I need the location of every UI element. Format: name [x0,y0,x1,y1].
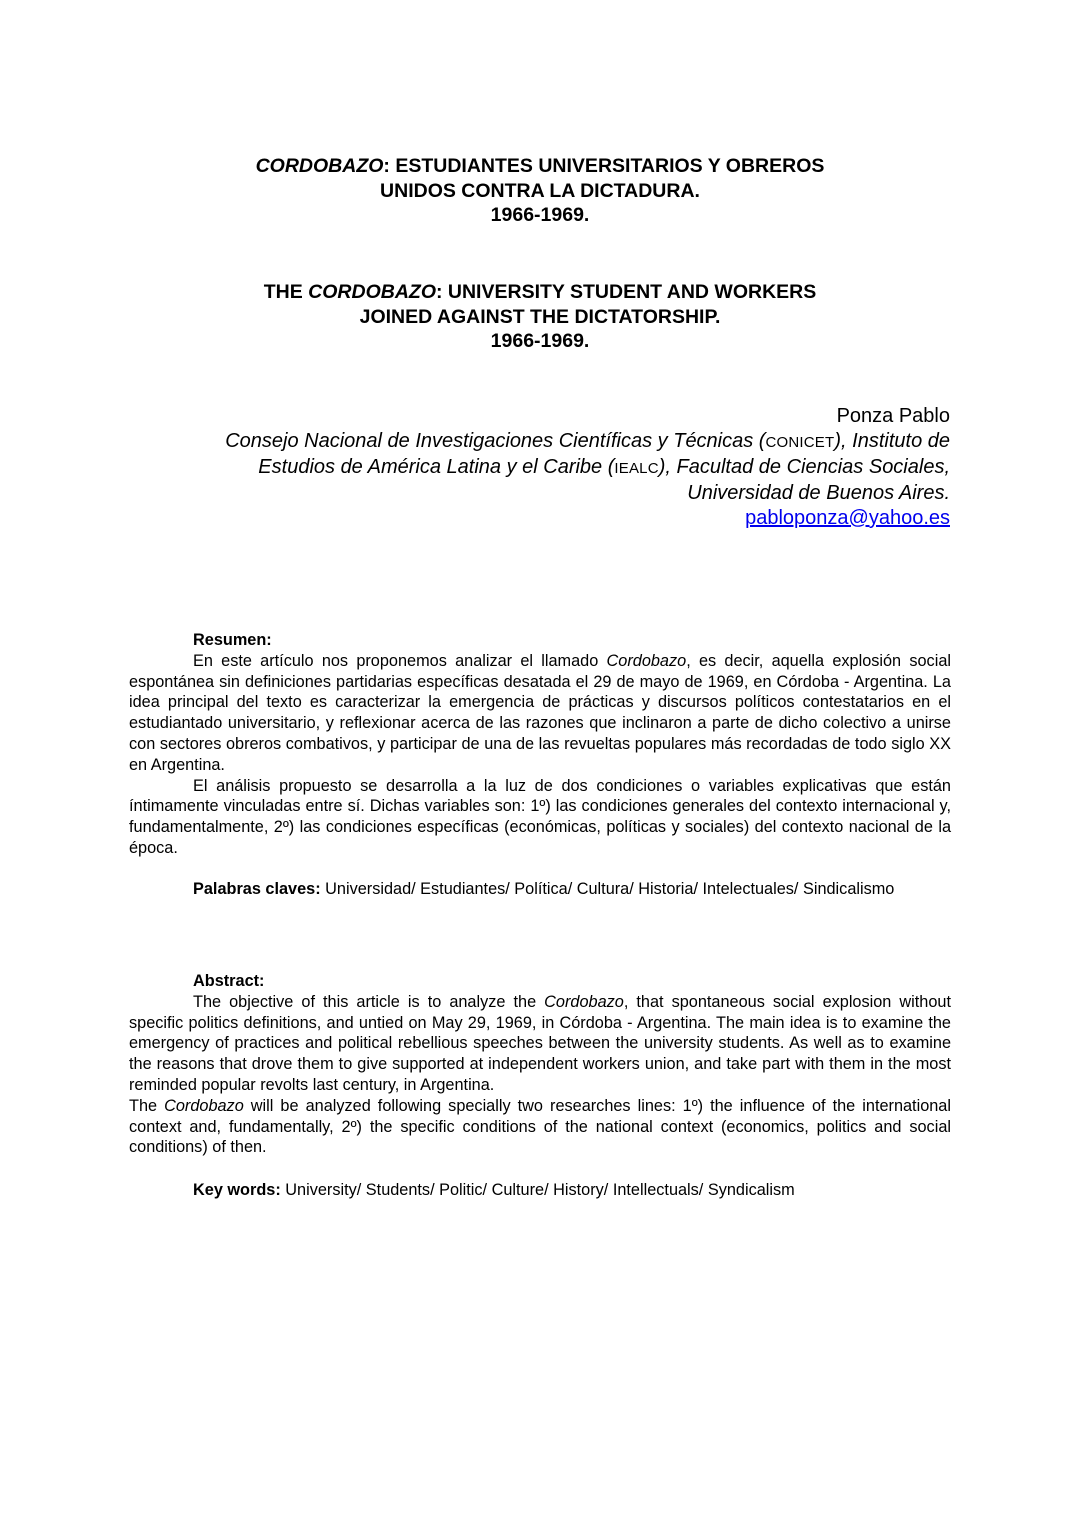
title-en-italic: CORDOBAZO [308,281,436,303]
title-es-line-1-rest: : ESTUDIANTES UNIVERSITARIOS Y OBREROS [383,155,825,177]
author-block [130,404,950,531]
keywords-es-label: Palabras claves: [193,880,321,898]
keywords-es-line [129,879,951,900]
resumen-p1-italic: Cordobazo [606,651,687,670]
abstract-p2-a: The [129,1096,165,1115]
affiliation-1c: ), Instituto de [834,430,950,452]
title-spanish [130,154,950,228]
affiliation-line-1 [130,429,950,455]
affiliation-1a: Consejo Nacional de Investigaciones Científicas y Técnicas ( [225,430,766,452]
resumen-heading: Resumen: [193,631,272,649]
affiliation-line-2 [130,455,950,481]
title-en-line-2: JOINED AGAINST THE DICTATORSHIP. [359,305,721,328]
abstract-paragraph-1 [129,992,951,1096]
title-en-line-3: 1966-1969. [490,330,590,352]
title-en-line-1 [130,280,950,305]
abstract-p1-b: , that spontaneous social explosion without specific politics definitions, and untied on May 29, 1969, in Córdoba - Argentina. The main idea is to examine the emergency of practices and political rebellious speeches between the university students. As well as to examine the reasons that drove them to give supported at independent workers union, and take part with them in the most reminded popular revolts last century, in Argentina. [129,992,951,1094]
abstract-section [129,971,951,1158]
title-en-line-1-rest: : UNIVERSITY STUDENT AND WORKERS [435,281,817,303]
author-name: Ponza Pablo [836,405,950,427]
abstract-heading: Abstract: [193,972,265,990]
author-email-link[interactable]: pabloponza@yahoo.es [745,507,950,529]
affiliation-line-3: Universidad de Buenos Aires. [687,482,950,504]
title-en-prefix: THE [263,281,309,303]
title-es-line-1 [130,154,950,179]
abstract-paragraph-2 [129,1096,951,1158]
title-es-line-2: UNIDOS CONTRA LA DICTADURA. [380,179,700,202]
keywords-en-text: University/ Students/ Politic/ Culture/ History/ Intellectuals/ Syndicalism [280,1181,795,1199]
affiliation-2a: Estudios de América Latina y el Caribe ( [258,456,615,478]
resumen-section [129,630,951,859]
abstract-p1-italic: Cordobazo [544,992,624,1011]
title-english [130,280,950,354]
keywords-en-line [129,1180,951,1201]
resumen-paragraph-2: El análisis propuesto se desarrolla a la luz de dos condiciones o variables explicativas que están íntimamente vinculadas entre sí. Dichas variables son: 1º) las condiciones generales del contexto internacional y, fundamentalmente, 2º) las condiciones específicas (económicas, políticas y sociales) del contexto nacional de la época. [129,776,951,857]
resumen-p1-a: En este artículo nos proponemos analizar el llamado [193,651,607,670]
abstract-p1-a: The objective of this article is to analyze the [193,992,545,1011]
abstract-p2-italic: Cordobazo [164,1096,244,1115]
resumen-p1-b: , es decir, aquella explosión social espontánea sin definiciones partidarias específicas desatada el 29 de mayo de 1969, en Córdoba - Argentina. La idea principal del texto es caracterizar la emergencia de prácticas y discursos políticos contestatarios en el estudiantado universitario, y reflexionar acerca de las razones que inclinaron a parte de dicho colectivo a unirse con sectores obreros combativos, y participar de una de las revueltas populares más recordadas de todo siglo XX en Argentina. [129,651,951,774]
affiliation-conicet: CONICET [765,434,835,451]
resumen-paragraph-1 [129,651,951,776]
affiliation-2c: ), Facultad de Ciencias Sociales, [658,456,950,478]
keywords-en-label: Key words: [193,1181,281,1199]
keywords-spanish [129,879,951,900]
keywords-es-text: Universidad/ Estudiantes/ Política/ Cultura/ Historia/ Intelectuales/ Sindicalismo [320,880,895,898]
author-email-line [130,506,950,531]
title-es-italic: CORDOBAZO [255,155,384,177]
title-es-line-3: 1966-1969. [490,204,590,226]
keywords-english [129,1180,951,1201]
affiliation-iealc: IEALC [614,460,659,477]
abstract-p2-b: will be analyzed following specially two researches lines: 1º) the influence of the international context and, fundamentally, 2º) the specific conditions of the national context (economics, politics and social conditions) of then. [129,1096,951,1157]
